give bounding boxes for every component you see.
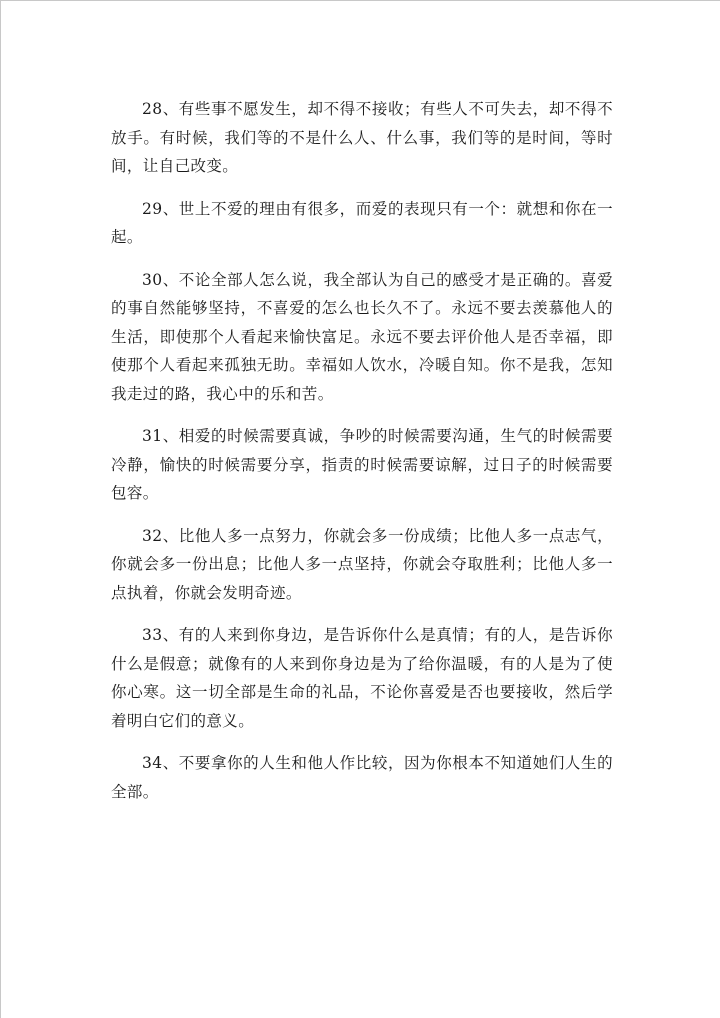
paragraph-28: 28、有些事不愿发生，却不得不接收；有些人不可失去，却不得不放手。有时候，我们等的不是什么人、什么事，我们等的是时间，等时间，让自己改变。 [111, 100, 613, 175]
paragraph-34: 34、不要拿你的人生和他人作比较，因为你根本不知道她们人生的全部。 [111, 754, 613, 801]
paragraph-33: 33、有的人来到你身边，是告诉你什么是真情；有的人，是告诉你什么是假意；就像有的人来到你身边是为了给你温暖，有的人是为了使你心寒。这一切全部是生命的礼品，不论你喜爱是否也要接收，然后学着明白它们的意义。 [111, 626, 613, 730]
paragraph-32: 32、比他人多一点努力，你就会多一份成绩；比他人多一点志气，你就会多一份出息；比他人多一点坚持，你就会夺取胜利；比他人多一点执着，你就会发明奇迹。 [111, 526, 613, 602]
paragraph-30: 30、不论全部人怎么说，我全部认为自己的感受才是正确的。喜爱的事自然能够坚持，不喜爱的怎么也长久不了。永远不要去羡慕他人的生活，即使那个人看起来愉快富足。永远不要去评价他人是否幸福，即使那个人看起来孤独无助。幸福如人饮水，冷暖自知。你不是我，怎知我走过的路，我心中的乐和苦。 [111, 270, 613, 403]
document-body [111, 95, 613, 820]
paragraph-29: 29、世上不爱的理由有很多，而爱的表现只有一个：就想和你在一起。 [111, 199, 613, 246]
paragraph-31: 31、相爱的时候需要真诚，争吵的时候需要沟通，生气的时候需要冷静，愉快的时候需要分享，指责的时候需要谅解，过日子的时候需要包容。 [111, 427, 613, 502]
